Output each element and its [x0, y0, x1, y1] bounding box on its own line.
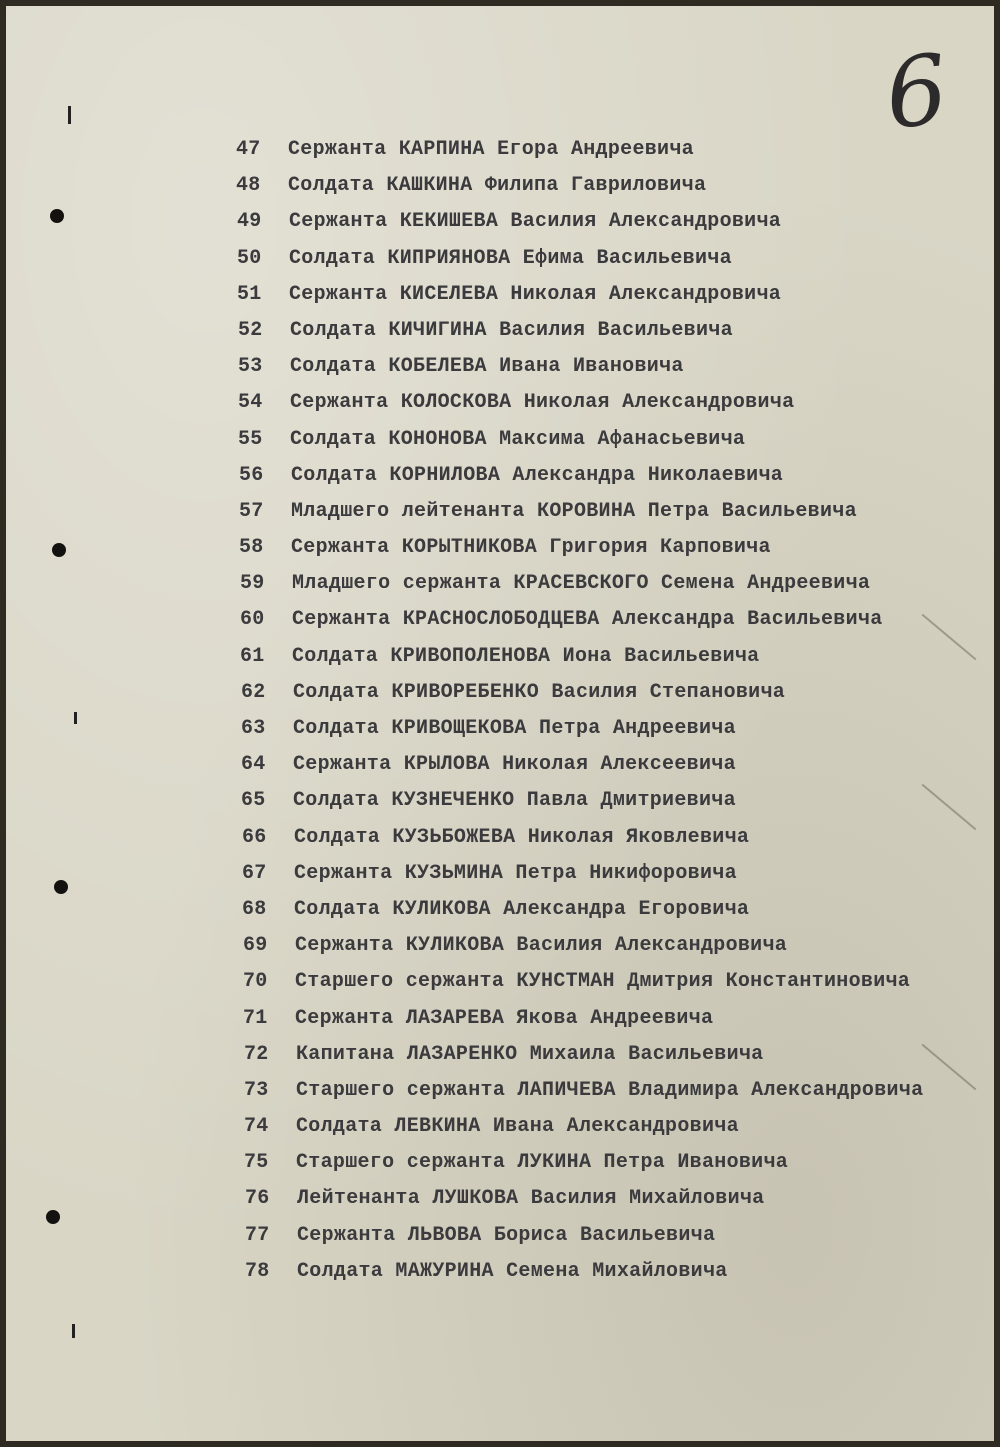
- list-item: [6, 789, 1000, 825]
- list-item: [6, 572, 1000, 608]
- entry-text: Солдата КОНОНОВА Максима Афанасьевича: [290, 427, 746, 451]
- list-item: [6, 1079, 1000, 1115]
- list-item: [6, 500, 1000, 536]
- entry-number: 65: [241, 789, 266, 813]
- entry-number: 69: [243, 934, 268, 958]
- list-item: [6, 391, 1000, 427]
- entry-number: 60: [240, 608, 265, 632]
- entry-text: Солдата КИПРИЯНОВА Ефима Васильевича: [289, 246, 732, 270]
- entry-number: 70: [243, 970, 268, 994]
- entry-text: Лейтенанта ЛУШКОВА Василия Михайловича: [297, 1187, 765, 1211]
- entry-text: Капитана ЛАЗАРЕНКО Михаила Васильевича: [296, 1042, 764, 1066]
- entry-text: Солдата МАЖУРИНА Семена Михайловича: [297, 1259, 728, 1283]
- entry-text: Старшего сержанта КУНСТМАН Дмитрия Константиновича: [295, 970, 911, 994]
- list-item: [6, 319, 1000, 355]
- list-item: [6, 862, 1000, 898]
- list-item: [6, 1043, 1000, 1079]
- entry-text: Старшего сержанта ЛАПИЧЕВА Владимира Александровича: [296, 1078, 924, 1102]
- entry-number: 52: [238, 318, 263, 342]
- entry-text: Солдата КРИВОЩЕКОВА Петра Андреевича: [293, 717, 736, 740]
- entry-number: 53: [238, 355, 263, 379]
- list-item: [6, 934, 1000, 970]
- list-item: [6, 355, 1000, 391]
- list-item: [6, 608, 1000, 644]
- entry-number: 62: [241, 680, 266, 704]
- list-item: [6, 1007, 1000, 1043]
- entry-text: Солдата КОРНИЛОВА Александра Николаевича: [291, 463, 784, 487]
- list-item: [6, 1260, 1000, 1296]
- entry-text: Младшего лейтенанта КОРОВИНА Петра Васильевича: [291, 499, 857, 523]
- entry-number: 47: [236, 138, 261, 161]
- entry-text: Сержанта ЛЬВОВА Бориса Васильевича: [297, 1223, 716, 1247]
- list-item: [6, 717, 1000, 753]
- entry-number: 54: [238, 391, 263, 415]
- list-item: [6, 681, 1000, 717]
- entry-text: Сержанта ЛАЗАРЕВА Якова Андреевича: [295, 1006, 714, 1030]
- entry-number: 59: [240, 572, 265, 596]
- list-item: [6, 826, 1000, 862]
- entry-text: Младшего сержанта КРАСЕВСКОГО Семена Андреевича: [292, 572, 871, 596]
- entry-number: 64: [241, 753, 266, 777]
- list-item: [6, 174, 1000, 210]
- entry-number: 73: [244, 1078, 269, 1102]
- entry-number: 72: [244, 1042, 269, 1066]
- entry-number: 48: [236, 174, 261, 198]
- entry-text: Солдата КУЗНЕЧЕНКО Павла Дмитриевича: [293, 789, 736, 813]
- entry-number: 68: [242, 897, 267, 921]
- entry-number: 76: [245, 1187, 270, 1211]
- list-item: [6, 1151, 1000, 1187]
- margin-mark: [72, 1324, 75, 1338]
- entry-number: 58: [239, 536, 264, 560]
- entry-text: Сержанта КАРПИНА Егора Андреевича: [288, 138, 694, 161]
- entry-text: Солдата КРИВОРЕБЕНКО Василия Степановича: [293, 680, 786, 704]
- entry-text: Сержанта КУЗЬМИНА Петра Никифоровича: [294, 861, 737, 885]
- entry-text: Солдата КАШКИНА Филипа Гавриловича: [288, 174, 707, 198]
- entry-number: 78: [245, 1259, 270, 1283]
- entry-number: 50: [237, 246, 262, 270]
- entry-text: Сержанта КРАСНОСЛОБОДЦЕВА Александра Васильевича: [292, 608, 883, 632]
- entry-number: 49: [237, 210, 262, 234]
- entry-number: 57: [239, 499, 264, 523]
- list-item: [6, 283, 1000, 319]
- entry-number: 55: [238, 427, 263, 451]
- list-item: [6, 1187, 1000, 1223]
- entry-number: 61: [240, 644, 265, 668]
- entry-text: Старшего сержанта ЛУКИНА Петра Ивановича: [296, 1151, 789, 1175]
- entry-text: Солдата КОБЕЛЕВА Ивана Ивановича: [290, 355, 684, 379]
- list-item: [6, 138, 1000, 174]
- entry-text: Солдата КУЗЬБОЖЕВА Николая Яковлевича: [294, 825, 750, 849]
- entry-text: Солдата КРИВОПОЛЕНОВА Иона Васильевича: [292, 644, 760, 668]
- list-item: [6, 898, 1000, 934]
- list-item: [6, 464, 1000, 500]
- entry-text: Сержанта КРЫЛОВА Николая Алексеевича: [293, 753, 736, 777]
- entry-text: Солдата КИЧИГИНА Василия Васильевича: [290, 318, 733, 342]
- entry-number: 71: [243, 1006, 268, 1030]
- entry-text: Сержанта КУЛИКОВА Василия Александровича: [295, 934, 788, 958]
- list-item: [6, 1224, 1000, 1260]
- list-item: [6, 970, 1000, 1006]
- entry-number: 66: [242, 825, 267, 849]
- list-item: [6, 428, 1000, 464]
- entry-number: 51: [237, 282, 262, 306]
- list-item: [6, 753, 1000, 789]
- entry-number: 74: [244, 1115, 269, 1139]
- entry-number: 77: [245, 1223, 270, 1247]
- entry-number: 75: [244, 1151, 269, 1175]
- entry-number: 67: [242, 861, 267, 885]
- handwritten-page-number: 6: [880, 33, 953, 151]
- entry-text: Солдата КУЛИКОВА Александра Егоровича: [294, 897, 750, 921]
- entry-text: Сержанта КИСЕЛЕВА Николая Александровича: [289, 282, 782, 306]
- entry-text: Солдата ЛЕВКИНА Ивана Александровича: [296, 1115, 739, 1139]
- list-item: [6, 1115, 1000, 1151]
- personnel-list: [6, 138, 1000, 1296]
- entry-text: Сержанта КЕКИШЕВА Василия Александровича: [289, 210, 782, 234]
- list-item: [6, 645, 1000, 681]
- entry-number: 63: [241, 717, 266, 740]
- margin-mark: [68, 106, 71, 124]
- list-item: [6, 210, 1000, 246]
- entry-text: Сержанта КОЛОСКОВА Николая Александровича: [290, 391, 795, 415]
- entry-text: Сержанта КОРЫТНИКОВА Григория Карповича: [291, 536, 771, 560]
- list-item: [6, 536, 1000, 572]
- entry-number: 56: [239, 463, 264, 487]
- list-item: [6, 247, 1000, 283]
